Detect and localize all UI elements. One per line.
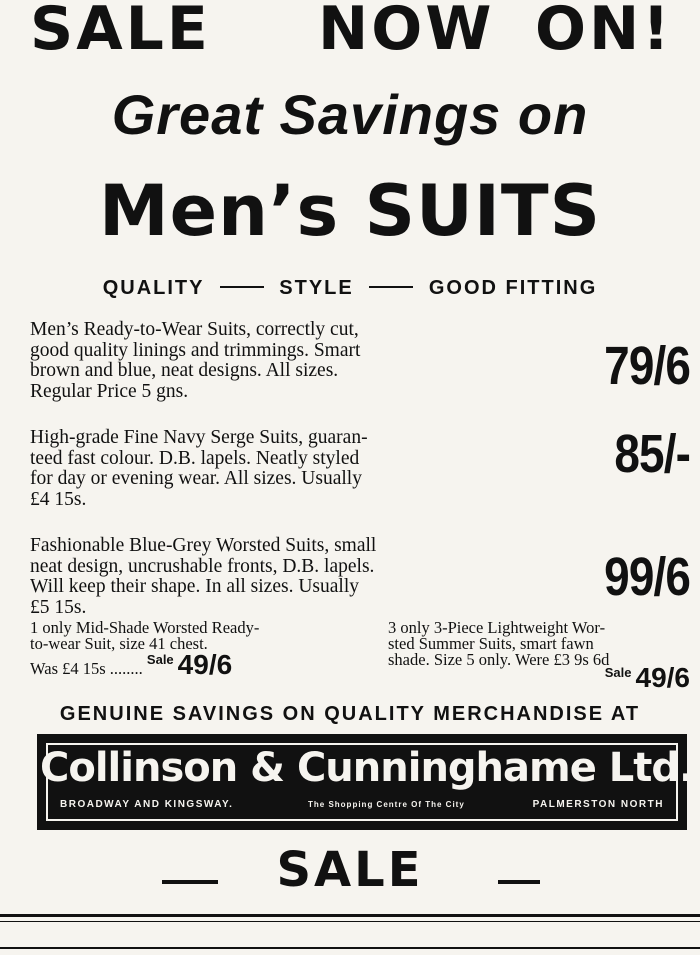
special-sale-label: Sale: [604, 665, 632, 680]
item-description: Men’s Ready-to-Wear Suits, correctly cut, good quality linings and trimmings. Smart brown and blue, neat designs. All sizes. Regular Price 5 gns.: [30, 319, 361, 402]
footer-dash-right: [498, 880, 540, 884]
headline-on: ON!: [535, 0, 673, 64]
tagline-style: STYLE: [279, 277, 354, 299]
footer-rule: [0, 947, 700, 949]
item-price: 79/6: [604, 336, 690, 396]
special-sale-label: Sale: [146, 652, 174, 667]
tagline-fitting: GOOD FITTING: [428, 277, 598, 299]
tagline-quality: QUALITY: [102, 277, 205, 299]
store-logo-block: [37, 734, 694, 830]
store-name: Collinson & Cunninghame Ltd.: [40, 745, 694, 791]
store-slogan: The Shopping Centre Of The City: [308, 800, 465, 809]
item-price: 85/-: [614, 424, 690, 484]
footer-rule: [0, 914, 700, 917]
special-item: 3 only 3-Piece Lightweight Wor- sted Summer Suits, smart fawn shade. Size 5 only. Were £3 9s 6d $^{Sale}$ 49/6: [388, 618, 690, 693]
special-item: 1 only Mid-Shade Worsted Ready- to-wear Suit, size 41 chest. Was £4 15s ........ $^{Sale}$ 49/6: [30, 618, 260, 680]
subhead: Great Savings on: [111, 83, 589, 146]
tagline-dash: [220, 286, 264, 288]
store-address: BROADWAY AND KINGSWAY.: [60, 799, 234, 810]
store-city: PALMERSTON NORTH: [532, 799, 664, 810]
footer-rule: [0, 921, 700, 922]
special-price: 49/6: [635, 662, 690, 693]
title: Men’s SUITS: [98, 170, 602, 252]
genuine-banner: GENUINE SAVINGS ON QUALITY MERCHANDISE AT: [59, 703, 641, 725]
item-price: 99/6: [604, 547, 690, 607]
special-price: 49/6: [177, 649, 233, 680]
tagline: [0, 277, 700, 300]
headline-sale: SALE: [30, 0, 211, 64]
tagline-dash: [369, 286, 413, 288]
item-description: High-grade Fine Navy Serge Suits, guaran- teed fast colour. D.B. lapels. Neatly styled for day or evening wear. All sizes. Usually £4 15s.: [30, 427, 368, 510]
item-description: Fashionable Blue-Grey Worsted Suits, small neat design, uncrushable fronts, D.B. lapels. Will keep their shape. In all sizes. Usually £5 15s.: [30, 535, 377, 618]
special-was: Was £4 15s ........: [30, 659, 143, 678]
footer-sale: SALE: [276, 842, 424, 898]
headline-now: NOW: [318, 0, 495, 64]
